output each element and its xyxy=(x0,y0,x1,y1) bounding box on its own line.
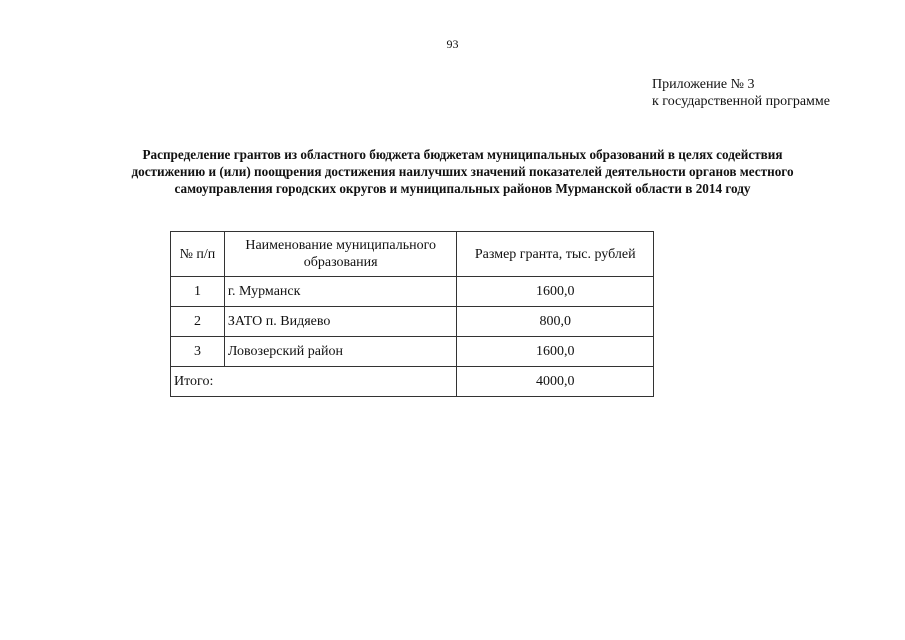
row-amount: 1600,0 xyxy=(457,277,654,307)
table-total-row xyxy=(171,367,654,397)
grants-table xyxy=(170,231,654,397)
row-num: 1 xyxy=(171,277,225,307)
total-label: Итого: xyxy=(171,367,457,397)
row-amount: 1600,0 xyxy=(457,337,654,367)
appendix-line-1: Приложение № 3 xyxy=(652,77,755,92)
row-num: 3 xyxy=(171,337,225,367)
row-name: ЗАТО п. Видяево xyxy=(224,307,457,337)
row-num: 2 xyxy=(171,307,225,337)
row-name: Ловозерский район xyxy=(224,337,457,367)
page-number: 93 xyxy=(446,37,459,51)
table-row xyxy=(171,307,654,337)
header-size: Размер гранта, тыс. рублей xyxy=(457,232,654,277)
title-line-3: самоуправления городских округов и муниципальных районов Мурманской области в 2014 году xyxy=(174,181,751,196)
table-header-row xyxy=(171,232,654,277)
row-name: г. Мурманск xyxy=(224,277,457,307)
title-line-1: Распределение грантов из областного бюджета бюджетам муниципальных образований в целях содействия xyxy=(142,147,783,162)
appendix-line-2: к государственной программе xyxy=(652,94,830,109)
table-row xyxy=(171,277,654,307)
header-name: Наименование муниципального образования xyxy=(224,232,457,277)
document-title xyxy=(40,146,885,197)
title-line-2: достижению и (или) поощрения достижения наилучших значений показателей деятельности органов местного xyxy=(131,164,794,179)
table-row xyxy=(171,337,654,367)
header-num: № п/п xyxy=(171,232,225,277)
appendix-note xyxy=(652,76,830,110)
row-amount: 800,0 xyxy=(457,307,654,337)
total-amount: 4000,0 xyxy=(457,367,654,397)
